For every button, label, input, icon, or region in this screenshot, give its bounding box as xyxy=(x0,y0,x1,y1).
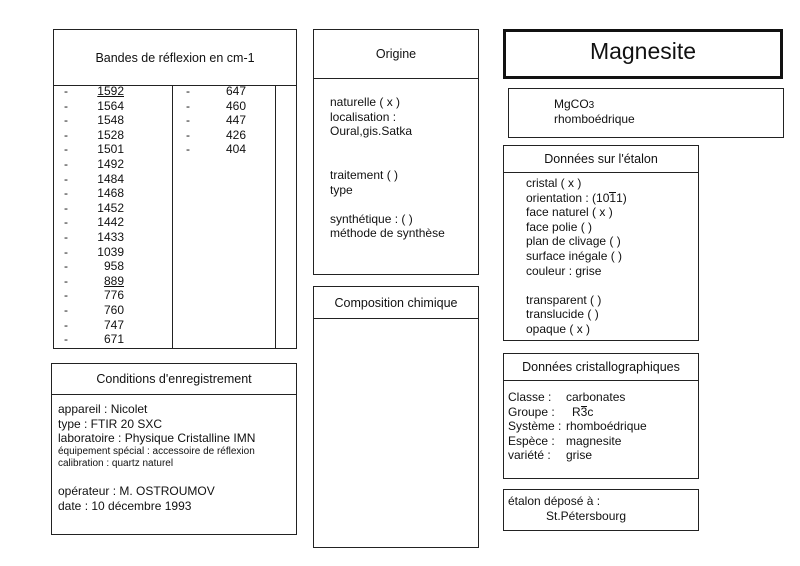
bands-panel xyxy=(53,29,297,349)
origin-line: traitement ( ) xyxy=(330,167,399,182)
conditions-lines: appareil : Nicolet type : FTIR 20 SXC laboratoire : Physique Cristalline IMN équipement spécial : accessoire de réflexion calibration : quartz naturel opérateur : M. OSTROUMOV date : 10 décembre 1993 xyxy=(58,402,256,513)
band-row: - 747 xyxy=(64,317,124,332)
band-value: 1501 xyxy=(97,142,124,157)
band-value: 460 xyxy=(225,98,246,113)
etalon-header xyxy=(504,146,698,173)
etalon-line: face naturel ( x ) xyxy=(526,205,613,220)
band-value: 889 xyxy=(103,273,124,288)
band-row: - 1592 xyxy=(64,84,124,98)
mineral-name: Magnesite xyxy=(589,38,697,64)
bands-divider-left xyxy=(172,86,173,348)
band-row: - 404 xyxy=(186,142,246,157)
cristallo-rows: Classe : carbonates Groupe : R3c Système : rhomboédrique Espèce : magnesite variété : grise xyxy=(508,390,647,463)
etalon-header-text: Données sur l'étalon xyxy=(544,152,658,166)
composition-header-text: Composition chimique xyxy=(334,295,458,310)
formula-panel xyxy=(508,88,784,138)
formula-text xyxy=(554,97,635,126)
band-value: 1548 xyxy=(97,113,124,128)
origin-line: type xyxy=(330,182,353,197)
etalon-line xyxy=(526,278,627,293)
band-row: - 776 xyxy=(64,288,124,303)
etalon-line: translucide ( ) xyxy=(526,307,599,322)
band-value: 404 xyxy=(225,142,246,157)
band-value: 647 xyxy=(225,84,246,98)
crystal-system: rhomboédrique xyxy=(554,111,635,126)
bands-header xyxy=(54,30,296,86)
composition-panel xyxy=(313,286,479,548)
band-row: - 460 xyxy=(186,98,246,113)
origin-header-text: Origine xyxy=(375,47,417,61)
band-row: - 1039 xyxy=(64,244,124,259)
origin-line: méthode de synthèse xyxy=(330,226,445,241)
band-row: - 1442 xyxy=(64,215,124,230)
band-row: - 647 xyxy=(186,84,246,98)
band-row: - 1484 xyxy=(64,171,124,186)
band-value: 671 xyxy=(103,332,124,347)
origin-line: Oural,gis.Satka xyxy=(330,124,413,139)
etalon-line: surface inégale ( ) xyxy=(526,248,623,263)
band-row: - 1501 xyxy=(64,142,124,157)
mineral-title-box xyxy=(503,29,783,79)
origin-line: localisation : xyxy=(330,109,397,124)
band-value: 1564 xyxy=(97,98,124,113)
band-value: 1433 xyxy=(97,229,124,244)
band-value: 760 xyxy=(103,302,124,317)
depot-label: étalon déposé à : xyxy=(508,494,601,508)
band-row: - 1468 xyxy=(64,186,124,201)
band-row: - 426 xyxy=(186,127,246,142)
band-value: 747 xyxy=(103,317,124,332)
depot-panel xyxy=(503,489,699,531)
conditions-header xyxy=(52,364,296,395)
band-value: 1442 xyxy=(97,215,124,230)
composition-header xyxy=(314,287,478,319)
origin-line: naturelle ( x ) xyxy=(330,95,401,109)
formula-subscript: 3 xyxy=(588,100,595,111)
origin-line xyxy=(330,139,445,154)
band-row: - 1564 xyxy=(64,98,124,113)
cristallo-header xyxy=(504,354,698,381)
etalon-line: opaque ( x ) xyxy=(526,321,591,336)
band-row: - 1548 xyxy=(64,113,124,128)
band-row: - 447 xyxy=(186,113,246,128)
band-row: - 1492 xyxy=(64,156,124,171)
origin-line: synthétique : ( ) xyxy=(330,211,413,226)
band-row: - 671 xyxy=(64,332,124,347)
bands-divider-right xyxy=(275,86,276,348)
etalon-line: plan de clivage ( ) xyxy=(526,234,621,249)
band-value: 776 xyxy=(103,288,124,303)
cristallo-panel xyxy=(503,353,699,479)
etalon-panel xyxy=(503,145,699,341)
band-row: - 1528 xyxy=(64,127,124,142)
origin-line xyxy=(330,153,445,168)
conditions-header-text: Conditions d'enregistrement xyxy=(96,372,252,386)
depot-place: St.Pétersbourg xyxy=(546,508,627,523)
etalon-lines xyxy=(526,176,627,337)
etalon-line: face polie ( ) xyxy=(526,219,593,234)
band-row: - 958 xyxy=(64,259,124,274)
band-row: - 889 xyxy=(64,273,124,288)
etalon-orientation: orientation : (1011) xyxy=(526,190,627,205)
origin-line xyxy=(330,197,445,212)
origin-lines xyxy=(330,95,445,241)
cristallo-header-text: Données cristallographiques xyxy=(522,360,680,374)
band-value: 1592 xyxy=(97,84,124,98)
band-row: - 760 xyxy=(64,302,124,317)
band-value: 1468 xyxy=(97,186,124,201)
etalon-cristal: cristal ( x ) xyxy=(526,176,582,190)
bands-column-1 xyxy=(64,84,124,347)
band-row: - 1433 xyxy=(64,229,124,244)
formula-prefix: MgCO xyxy=(554,97,589,111)
band-row: - 1452 xyxy=(64,200,124,215)
band-value: 1039 xyxy=(97,244,124,259)
bands-header-text: Bandes de réflexion en cm-1 xyxy=(95,50,255,65)
band-value: 1484 xyxy=(97,171,124,186)
origin-header xyxy=(314,30,478,79)
band-value: 447 xyxy=(225,113,246,128)
band-value: 426 xyxy=(225,127,246,142)
band-value: 1528 xyxy=(97,127,124,142)
bands-column-2 xyxy=(186,84,246,157)
band-value: 1492 xyxy=(97,156,124,171)
origin-panel xyxy=(313,29,479,275)
etalon-line: couleur : grise xyxy=(526,263,602,278)
etalon-line: transparent ( ) xyxy=(526,292,602,307)
band-value: 1452 xyxy=(97,200,124,215)
conditions-panel xyxy=(51,363,297,535)
depot-text xyxy=(508,494,626,523)
band-value: 958 xyxy=(103,259,124,274)
